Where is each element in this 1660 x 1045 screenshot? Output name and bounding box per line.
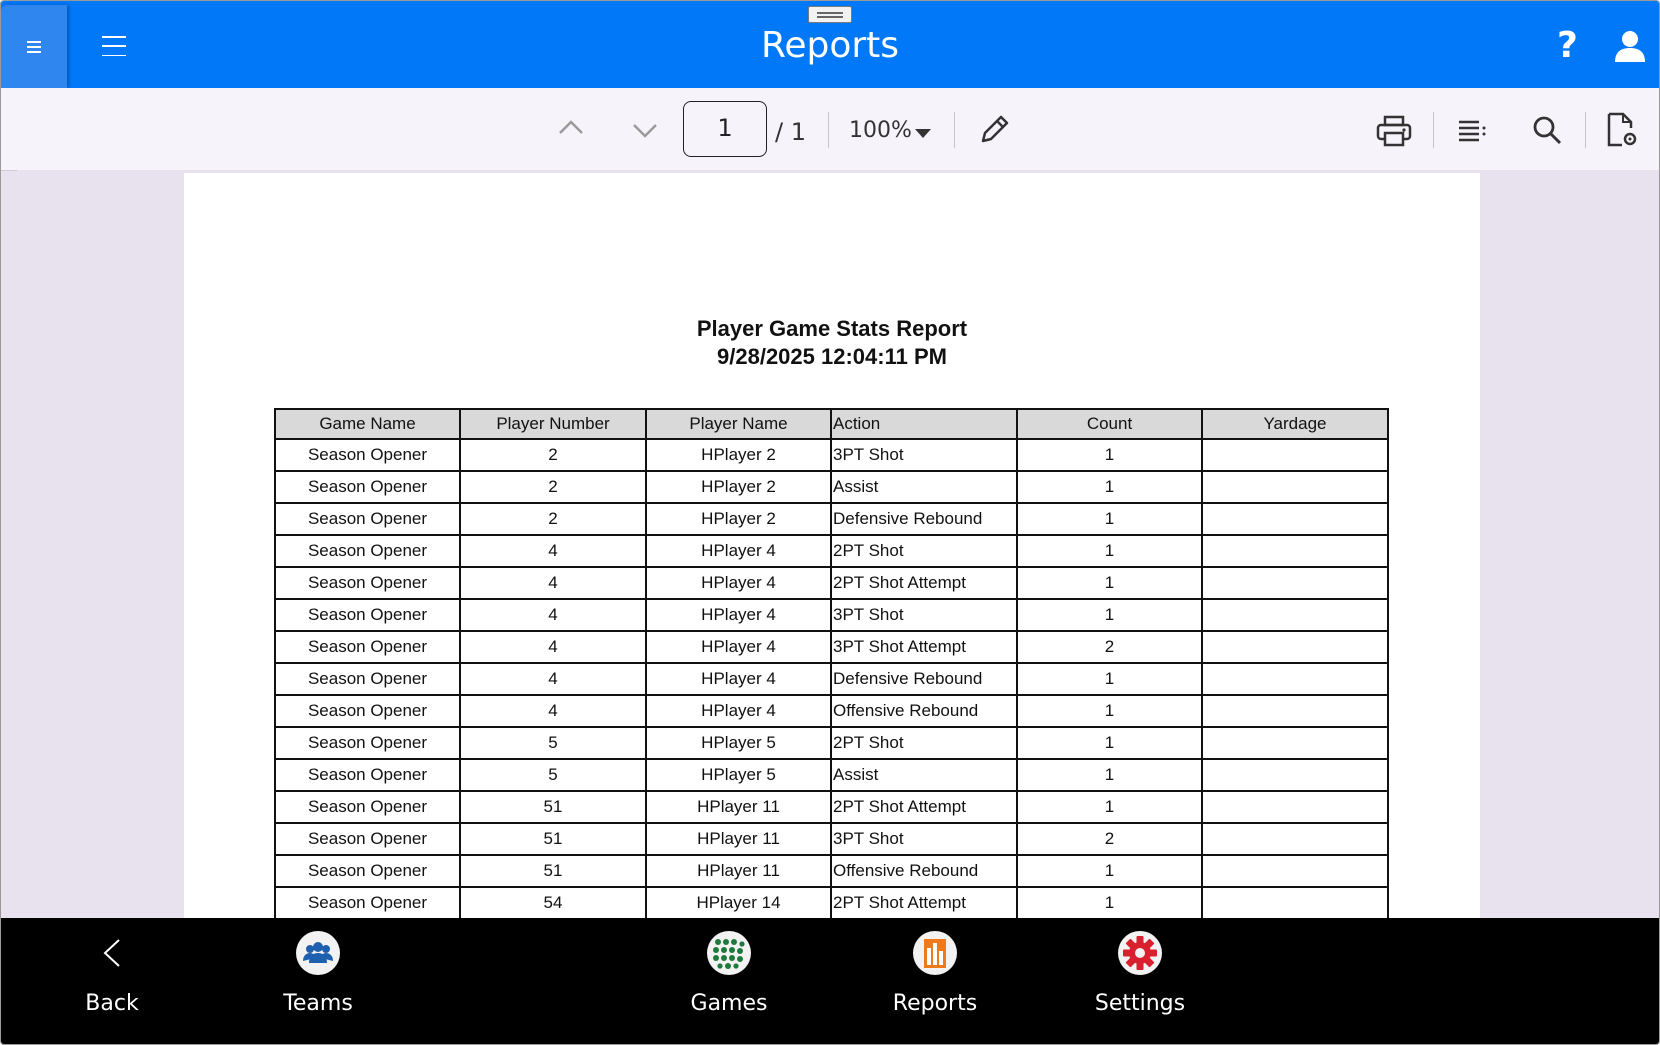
table-cell: Assist [831, 471, 1017, 503]
table-cell: 3PT Shot [831, 439, 1017, 471]
report-timestamp: 9/28/2025 12:04:11 PM [717, 344, 947, 369]
table-cell: 51 [460, 791, 646, 823]
table-row [275, 759, 1388, 791]
table-cell: 4 [460, 663, 646, 695]
nav-teams-label: Teams [283, 991, 353, 1016]
table-row [275, 567, 1388, 599]
zoom-select[interactable]: 100% [849, 118, 912, 143]
table-row [275, 631, 1388, 663]
table-cell [1202, 439, 1388, 471]
table-cell: 1 [1017, 727, 1202, 759]
page-title: Reports [760, 25, 900, 66]
column-header: Game Name [275, 409, 460, 439]
table-row [275, 727, 1388, 759]
teams-icon [295, 930, 341, 976]
table-cell: Defensive Rebound [831, 503, 1017, 535]
table-cell: HPlayer 5 [646, 727, 831, 759]
table-cell: 4 [460, 599, 646, 631]
table-cell: 4 [460, 535, 646, 567]
table-cell: Season Opener [275, 823, 460, 855]
table-cell [1202, 727, 1388, 759]
settings-gear-icon [1117, 930, 1163, 976]
table-cell [1202, 599, 1388, 631]
table-cell: HPlayer 4 [646, 695, 831, 727]
table-cell: 1 [1017, 471, 1202, 503]
nav-settings-label: Settings [1094, 991, 1186, 1016]
table-cell: 2 [460, 439, 646, 471]
table-cell [1202, 791, 1388, 823]
table-cell: Season Opener [275, 887, 460, 918]
table-cell: 1 [1017, 663, 1202, 695]
back-chevron-icon [89, 930, 135, 976]
table-cell [1202, 631, 1388, 663]
pencil-icon[interactable] [977, 113, 1011, 147]
table-cell: Season Opener [275, 727, 460, 759]
games-grid-icon [706, 930, 752, 976]
table-cell: Season Opener [275, 663, 460, 695]
table-cell [1202, 503, 1388, 535]
nav-back[interactable] [42, 918, 182, 1044]
table-cell: 4 [460, 567, 646, 599]
table-cell: 5 [460, 759, 646, 791]
table-cell: Season Opener [275, 535, 460, 567]
nav-teams[interactable] [248, 918, 388, 1044]
table-cell: HPlayer 4 [646, 663, 831, 695]
table-cell: 5 [460, 727, 646, 759]
table-cell: 3PT Shot [831, 599, 1017, 631]
table-cell: 1 [1017, 599, 1202, 631]
reports-chart-icon [912, 930, 958, 976]
report-table [274, 408, 1389, 918]
report-title: Player Game Stats Report [696, 316, 968, 341]
table-row [275, 663, 1388, 695]
table-cell: HPlayer 2 [646, 503, 831, 535]
table-cell: 2PT Shot Attempt [831, 567, 1017, 599]
table-cell: 1 [1017, 535, 1202, 567]
table-cell: HPlayer 11 [646, 855, 831, 887]
table-cell: HPlayer 5 [646, 759, 831, 791]
drag-handle-icon[interactable] [808, 6, 852, 23]
page-number-input[interactable]: 1 [683, 101, 767, 157]
table-cell: Offensive Rebound [831, 695, 1017, 727]
table-cell: 2 [460, 471, 646, 503]
table-cell: 2 [1017, 631, 1202, 663]
table-cell: HPlayer 4 [646, 599, 831, 631]
pdf-toolbar [1, 88, 1659, 171]
table-cell: Season Opener [275, 855, 460, 887]
table-cell: 1 [1017, 695, 1202, 727]
table-cell [1202, 535, 1388, 567]
report-heading [184, 315, 1480, 371]
table-cell: 1 [1017, 759, 1202, 791]
table-cell: 1 [1017, 855, 1202, 887]
table-cell: 1 [1017, 439, 1202, 471]
table-cell: 1 [1017, 887, 1202, 918]
table-cell: Season Opener [275, 759, 460, 791]
table-cell: 2 [460, 503, 646, 535]
table-cell [1202, 567, 1388, 599]
report-page [184, 173, 1480, 918]
chevron-down-icon[interactable] [631, 121, 659, 141]
document-settings-icon[interactable] [1605, 112, 1639, 148]
table-cell: HPlayer 14 [646, 887, 831, 918]
table-row [275, 823, 1388, 855]
table-cell: 2PT Shot Attempt [831, 887, 1017, 918]
table-body [275, 439, 1388, 918]
table-cell: HPlayer 11 [646, 791, 831, 823]
bottom-nav [1, 918, 1659, 1044]
table-row [275, 471, 1388, 503]
table-cell: HPlayer 11 [646, 823, 831, 855]
table-cell [1202, 695, 1388, 727]
nav-settings[interactable] [1070, 918, 1210, 1044]
table-cell: HPlayer 4 [646, 567, 831, 599]
table-cell [1202, 823, 1388, 855]
user-icon[interactable] [1613, 29, 1647, 63]
toolbar-divider [1433, 112, 1434, 148]
column-header: Yardage [1202, 409, 1388, 439]
table-cell: Season Opener [275, 471, 460, 503]
table-cell [1202, 887, 1388, 918]
table-cell [1202, 471, 1388, 503]
nav-games-label: Games [690, 991, 768, 1016]
table-cell: Season Opener [275, 503, 460, 535]
page-total: / 1 [775, 118, 806, 146]
nav-reports-label: Reports [892, 991, 978, 1016]
table-row [275, 599, 1388, 631]
table-cell: Offensive Rebound [831, 855, 1017, 887]
table-cell: HPlayer 4 [646, 631, 831, 663]
table-cell: Season Opener [275, 791, 460, 823]
table-cell: 54 [460, 887, 646, 918]
column-header: Player Name [646, 409, 831, 439]
nav-games[interactable] [659, 918, 799, 1044]
table-cell [1202, 759, 1388, 791]
table-cell: Defensive Rebound [831, 663, 1017, 695]
table-cell: 1 [1017, 567, 1202, 599]
table-cell: Season Opener [275, 599, 460, 631]
table-cell: 3PT Shot [831, 823, 1017, 855]
table-cell: Season Opener [275, 439, 460, 471]
table-cell: Assist [831, 759, 1017, 791]
column-header: Count [1017, 409, 1202, 439]
table-row [275, 695, 1388, 727]
help-button[interactable]: ? [1557, 25, 1578, 66]
nav-reports[interactable] [865, 918, 1005, 1044]
table-cell: Season Opener [275, 695, 460, 727]
caret-down-icon[interactable] [915, 129, 931, 138]
table-cell: HPlayer 2 [646, 471, 831, 503]
search-icon[interactable] [1531, 114, 1563, 146]
column-header: Player Number [460, 409, 646, 439]
toolbar-divider [828, 112, 829, 148]
table-cell: 51 [460, 823, 646, 855]
table-cell: Season Opener [275, 567, 460, 599]
header-bar [1, 1, 1659, 88]
table-cell: 2PT Shot [831, 535, 1017, 567]
table-cell: 2PT Shot [831, 727, 1017, 759]
table-cell [1202, 855, 1388, 887]
column-header: Action [831, 409, 1017, 439]
table-row [275, 791, 1388, 823]
print-icon[interactable] [1375, 114, 1413, 148]
table-row [275, 887, 1388, 918]
table-row [275, 503, 1388, 535]
table-header-row [275, 409, 1388, 439]
table-row [275, 439, 1388, 471]
table-cell: 4 [460, 695, 646, 727]
table-cell [1202, 663, 1388, 695]
table-row [275, 535, 1388, 567]
table-cell: 1 [1017, 791, 1202, 823]
toolbar-divider [954, 112, 955, 148]
table-cell: HPlayer 4 [646, 535, 831, 567]
table-cell: 4 [460, 631, 646, 663]
table-cell: 1 [1017, 503, 1202, 535]
table-cell: 3PT Shot Attempt [831, 631, 1017, 663]
table-cell: 2 [1017, 823, 1202, 855]
table-cell: 51 [460, 855, 646, 887]
table-cell: HPlayer 2 [646, 439, 831, 471]
nav-back-label: Back [85, 991, 139, 1016]
table-cell: 2PT Shot Attempt [831, 791, 1017, 823]
toolbar-divider [1585, 112, 1586, 148]
table-cell: Season Opener [275, 631, 460, 663]
outline-list-icon[interactable] [1457, 118, 1487, 142]
table-row [275, 855, 1388, 887]
chevron-up-icon[interactable] [557, 117, 585, 137]
